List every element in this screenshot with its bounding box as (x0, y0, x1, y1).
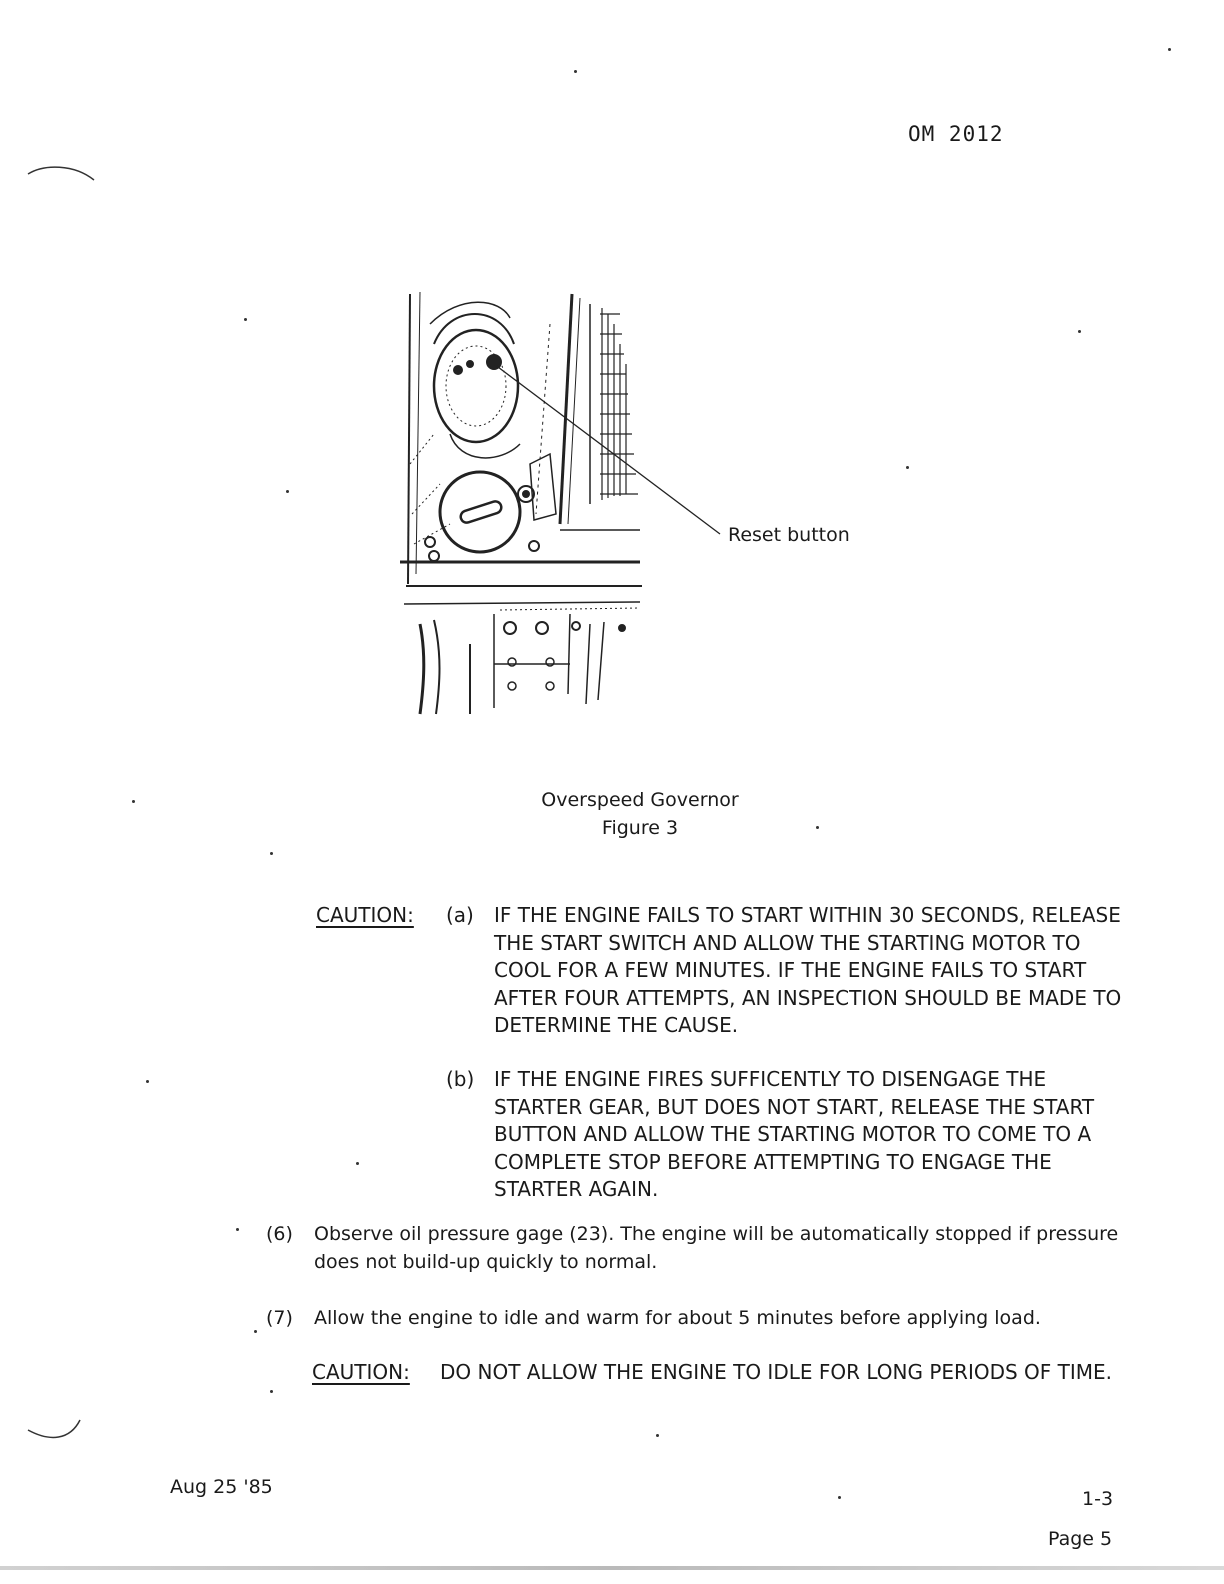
footer-date: Aug 25 '85 (170, 1476, 273, 1498)
scan-edge (0, 1566, 1224, 1570)
figure-caption (490, 786, 790, 842)
step-text: Observe oil pressure gage (23). The engine will be automatically stopped if pressure does not build-up quickly to normal. (314, 1223, 1119, 1273)
terminal-strip (600, 308, 638, 500)
callout-leader-line (494, 364, 720, 534)
step-number: (7) (266, 1307, 293, 1329)
callout-label: Reset button (728, 524, 850, 546)
caution-label: CAUTION: (312, 1360, 410, 1384)
governor-body (434, 330, 518, 442)
caution-item-text: IF THE ENGINE FAILS TO START WITHIN 30 SECONDS, RELEASE THE START SWITCH AND ALLOW THE STARTING MOTOR TO COOL FOR A FEW MINUTES. IF THE ENGINE FAILS TO START AFTER FOUR ATTEMPTS, AN INSPECTION SHOULD BE MADE TO DETERMINE THE CAUSE. (494, 903, 1122, 1037)
overspeed-governor-figure (390, 284, 870, 724)
step-number: (6) (266, 1223, 293, 1245)
footer-section-number: 1-3 (1082, 1488, 1114, 1510)
caution-item-letter: (a) (446, 903, 474, 927)
scan-mark (20, 1400, 100, 1450)
caution-label: CAUTION: (316, 903, 414, 927)
caption-number: Figure 3 (601, 817, 679, 839)
frame-left-edge (408, 294, 410, 584)
caution-text: DO NOT ALLOW THE ENGINE TO IDLE FOR LONG PERIODS OF TIME. (440, 1360, 1113, 1384)
step-text: Allow the engine to idle and warm for about 5 minutes before applying load. (314, 1307, 1041, 1329)
caution-item-text: IF THE ENGINE FIRES SUFFICENTLY TO DISENGAGE THE STARTER GEAR, BUT DOES NOT START, RELEASE THE START BUTTON AND ALLOW THE STARTING MOTOR TO COME TO A COMPLETE STOP BEFORE ATTEMPTING TO ENGAGE THE STARTER AGAIN. (494, 1067, 1095, 1201)
caption-title: Overspeed Governor (541, 789, 739, 811)
caution-item-letter: (b) (446, 1067, 475, 1091)
governor-cover (440, 472, 520, 552)
footer-page-number: Page 5 (1048, 1528, 1113, 1550)
document-id: OM 2012 (908, 122, 1004, 146)
scan-mark (24, 160, 104, 200)
